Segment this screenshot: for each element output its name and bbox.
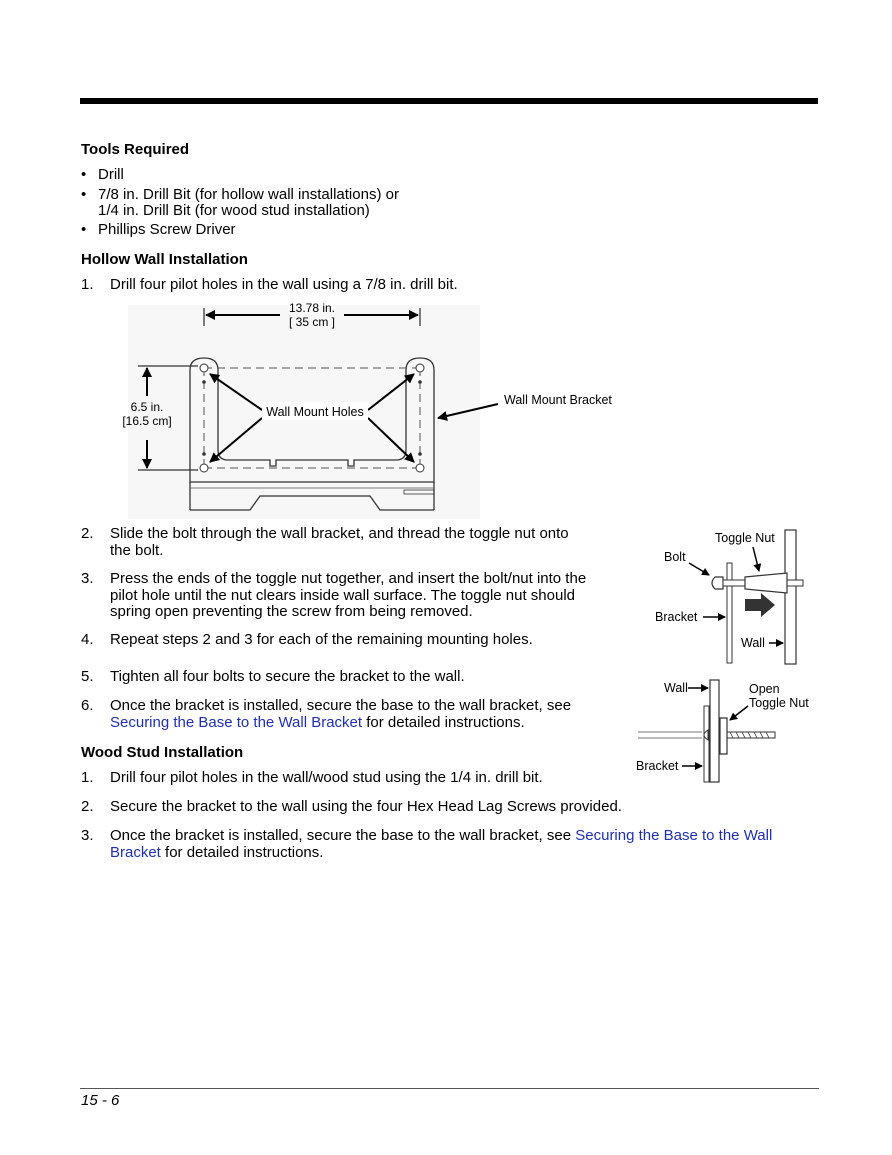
header-rule xyxy=(80,98,818,104)
tools-heading: Tools Required xyxy=(81,141,190,158)
bracket-label: Bracket xyxy=(636,759,679,773)
wall-label: Wall xyxy=(741,636,765,650)
securing-base-link-cont[interactable]: Bracket xyxy=(110,843,161,861)
open-label: Open xyxy=(749,682,780,696)
page-number: 15 - 6 xyxy=(81,1092,120,1109)
bracket-figure xyxy=(120,300,640,522)
height-in-label: 6.5 in. xyxy=(130,400,164,414)
bracket-label: Bracket xyxy=(655,610,698,624)
footer-rule xyxy=(80,1088,819,1089)
hollow-heading: Hollow Wall Installation xyxy=(81,251,248,268)
toggle-bolt-figure xyxy=(645,525,825,670)
list-item: • Phillips Screw Driver xyxy=(81,220,236,238)
wood-heading: Wood Stud Installation xyxy=(81,744,244,761)
wall-mount-bracket-label: Wall Mount Bracket xyxy=(504,393,612,407)
wall-mount-holes-label: Wall Mount Holes xyxy=(266,405,364,419)
open-toggle-figure xyxy=(630,674,825,786)
width-in-label: 13.78 in. xyxy=(288,301,336,315)
toggle-nut-label: Toggle Nut xyxy=(715,531,775,545)
securing-base-link[interactable]: Securing the Base to the Wall xyxy=(575,827,773,844)
securing-base-link[interactable]: Securing the Base to the Wall Bracket xyxy=(110,713,363,731)
list-item: • Drill xyxy=(81,166,124,183)
height-cm-label: [16.5 cm] xyxy=(122,414,172,428)
wall-label: Wall xyxy=(664,681,688,695)
width-cm-label: [ 35 cm ] xyxy=(288,315,336,329)
tools-list xyxy=(81,167,641,241)
bolt-label: Bolt xyxy=(664,550,686,564)
list-item: • 7/8 in. Drill Bit (for hollow wall installations) or 1/4 in. Drill Bit (for wood stud installation) xyxy=(81,185,399,219)
toggle-nut-label: Toggle Nut xyxy=(749,696,809,710)
